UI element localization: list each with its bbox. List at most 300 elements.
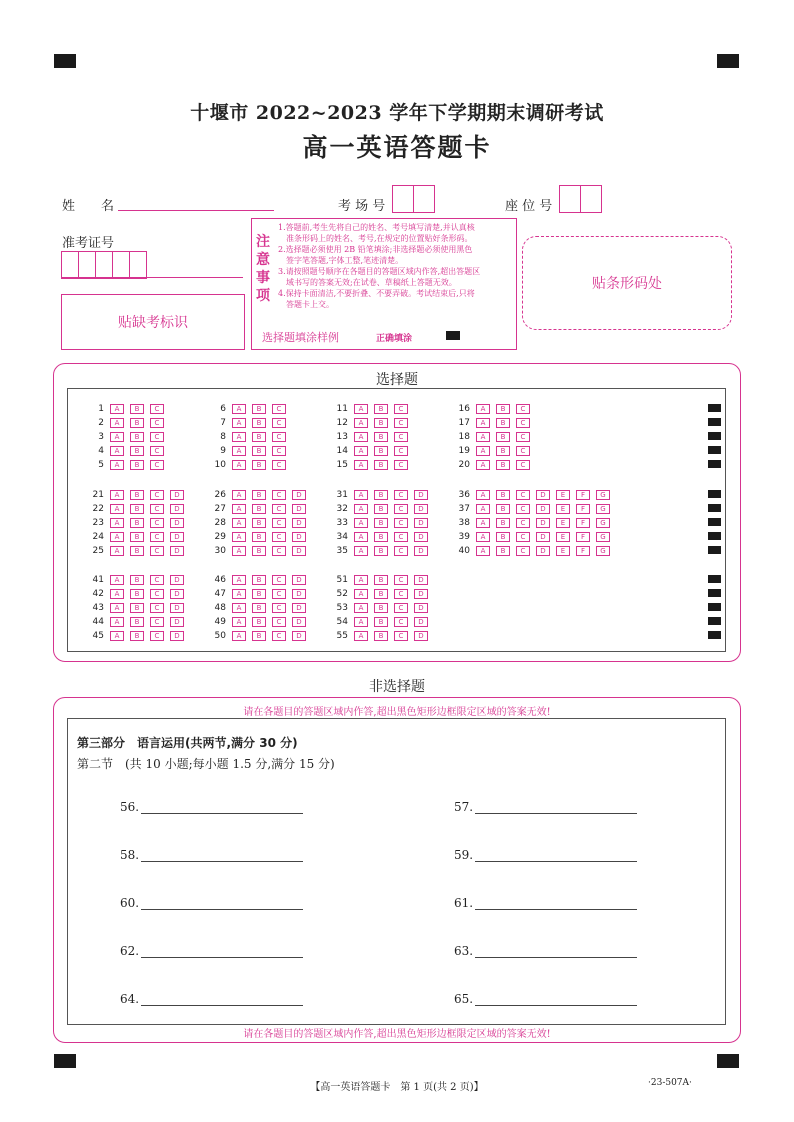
name-label: 姓 名 — [62, 199, 115, 214]
option-bubble-a[interactable]: A — [232, 504, 246, 514]
option-bubble-b[interactable]: B — [252, 418, 266, 428]
option-bubble-c[interactable]: C — [150, 532, 164, 542]
option-bubble-g[interactable]: G — [596, 546, 610, 556]
option-bubble-d[interactable]: D — [292, 532, 306, 542]
option-bubble-b[interactable]: B — [130, 460, 144, 470]
option-bubble-b[interactable]: B — [130, 432, 144, 442]
option-bubble-c[interactable]: C — [150, 603, 164, 613]
option-bubble-a[interactable]: A — [232, 532, 246, 542]
answer-line[interactable] — [454, 848, 637, 862]
option-bubble-b[interactable]: B — [374, 631, 388, 641]
option-bubble-c[interactable]: C — [150, 446, 164, 456]
option-bubble-c[interactable]: C — [516, 446, 530, 456]
option-bubble-d[interactable]: D — [292, 546, 306, 556]
option-bubble-b[interactable]: B — [130, 404, 144, 414]
option-bubble-c[interactable]: C — [272, 575, 286, 585]
notes-item: 域书写的答案无效;在试卷、草稿纸上答题无效。 — [278, 278, 457, 287]
option-bubble-d[interactable]: D — [414, 518, 428, 528]
option-bubble-d[interactable]: D — [414, 617, 428, 627]
question-row — [330, 616, 434, 627]
exam-room-label: 考 场 号 — [338, 199, 386, 214]
option-bubble-a[interactable]: A — [354, 504, 368, 514]
option-bubble-b[interactable]: B — [130, 446, 144, 456]
option-bubble-a[interactable]: A — [232, 518, 246, 528]
option-bubble-b[interactable]: B — [130, 631, 144, 641]
option-bubble-b[interactable]: B — [130, 603, 144, 613]
question-row — [86, 630, 190, 641]
option-bubble-c[interactable]: C — [394, 603, 408, 613]
option-bubble-b[interactable]: B — [496, 446, 510, 456]
option-bubble-b[interactable]: B — [374, 404, 388, 414]
option-bubble-c[interactable]: C — [150, 575, 164, 585]
question-row — [208, 459, 292, 470]
option-bubble-a[interactable]: A — [354, 603, 368, 613]
question-row — [86, 459, 170, 470]
option-bubble-a[interactable]: A — [232, 546, 246, 556]
option-bubble-b[interactable]: B — [496, 490, 510, 500]
question-row — [86, 431, 170, 442]
option-bubble-a[interactable]: A — [110, 460, 124, 470]
question-row — [452, 545, 616, 556]
option-bubble-c[interactable]: C — [394, 546, 408, 556]
option-bubble-b[interactable]: B — [374, 504, 388, 514]
option-bubble-c[interactable]: C — [150, 504, 164, 514]
option-bubble-d[interactable]: D — [536, 518, 550, 528]
name-field[interactable] — [118, 210, 274, 211]
option-bubble-a[interactable]: A — [354, 432, 368, 442]
option-bubble-d[interactable]: D — [292, 603, 306, 613]
option-bubble-d[interactable]: D — [292, 589, 306, 599]
question-number: 4 — [98, 445, 104, 456]
option-bubble-d[interactable]: D — [170, 631, 184, 641]
option-bubble-c[interactable]: C — [150, 518, 164, 528]
option-bubble-c[interactable]: C — [394, 532, 408, 542]
option-bubble-d[interactable]: D — [414, 631, 428, 641]
option-bubble-b[interactable]: B — [374, 575, 388, 585]
option-bubble-g[interactable]: G — [596, 532, 610, 542]
option-bubble-b[interactable]: B — [496, 518, 510, 528]
timing-mark — [708, 631, 721, 639]
option-bubble-c[interactable]: C — [272, 446, 286, 456]
option-bubble-c[interactable]: C — [272, 404, 286, 414]
option-bubble-a[interactable]: A — [476, 504, 490, 514]
question-number: 46 — [214, 574, 226, 585]
option-bubble-a[interactable]: A — [354, 518, 368, 528]
question-row — [208, 517, 312, 528]
option-bubble-a[interactable]: A — [354, 418, 368, 428]
option-bubble-f[interactable]: F — [576, 504, 590, 514]
option-bubble-a[interactable]: A — [476, 432, 490, 442]
option-bubble-c[interactable]: C — [272, 518, 286, 528]
option-bubble-g[interactable]: G — [596, 490, 610, 500]
question-row — [86, 616, 190, 627]
option-bubble-a[interactable]: A — [110, 631, 124, 641]
option-bubble-b[interactable]: B — [374, 518, 388, 528]
question-row — [208, 417, 292, 428]
option-bubble-a[interactable]: A — [476, 418, 490, 428]
question-number: 38 — [458, 517, 470, 528]
question-number: 45 — [92, 630, 104, 641]
option-bubble-a[interactable]: A — [354, 575, 368, 585]
option-bubble-b[interactable]: B — [374, 432, 388, 442]
option-bubble-c[interactable]: C — [394, 404, 408, 414]
option-bubble-d[interactable]: D — [170, 518, 184, 528]
option-bubble-a[interactable]: A — [232, 432, 246, 442]
option-bubble-a[interactable]: A — [354, 631, 368, 641]
option-bubble-b[interactable]: B — [252, 603, 266, 613]
option-bubble-b[interactable]: B — [496, 546, 510, 556]
option-bubble-c[interactable]: C — [150, 546, 164, 556]
option-bubble-c[interactable]: C — [272, 418, 286, 428]
answer-number: 59. — [454, 848, 474, 862]
option-bubble-d[interactable]: D — [292, 631, 306, 641]
option-bubble-b[interactable]: B — [130, 589, 144, 599]
option-bubble-g[interactable]: G — [596, 518, 610, 528]
option-bubble-c[interactable]: C — [272, 617, 286, 627]
option-bubble-c[interactable]: C — [516, 504, 530, 514]
option-bubble-d[interactable]: D — [170, 546, 184, 556]
answer-line[interactable] — [120, 944, 303, 958]
option-bubble-c[interactable]: C — [394, 631, 408, 641]
option-bubble-c[interactable]: C — [272, 589, 286, 599]
answer-line[interactable] — [454, 800, 637, 814]
option-bubble-c[interactable]: C — [272, 460, 286, 470]
option-bubble-c[interactable]: C — [272, 532, 286, 542]
answer-line[interactable] — [120, 992, 303, 1006]
option-bubble-e[interactable]: E — [556, 518, 570, 528]
exam-title: 十堰市 2022~2023 学年下学期期末调研考试 — [190, 102, 604, 124]
question-row — [86, 417, 170, 428]
option-bubble-c[interactable]: C — [516, 460, 530, 470]
option-bubble-a[interactable]: A — [232, 603, 246, 613]
notes-item: 准条形码上的姓名、考号,在规定的位置贴好条形码。 — [278, 234, 473, 243]
notes-item: 答题卡上交。 — [278, 300, 334, 309]
option-bubble-b[interactable]: B — [374, 617, 388, 627]
question-number: 5 — [98, 459, 104, 470]
answer-line[interactable] — [120, 800, 303, 814]
option-bubble-a[interactable]: A — [476, 490, 490, 500]
answer-line[interactable] — [454, 896, 637, 910]
answer-line[interactable] — [120, 848, 303, 862]
notes-item: 签字笔答题,字体工整,笔迹清楚。 — [278, 256, 404, 265]
option-bubble-b[interactable]: B — [374, 446, 388, 456]
option-bubble-c[interactable]: C — [150, 490, 164, 500]
option-bubble-b[interactable]: B — [496, 460, 510, 470]
option-bubble-a[interactable]: A — [110, 490, 124, 500]
question-number: 43 — [92, 602, 104, 613]
option-bubble-b[interactable]: B — [374, 589, 388, 599]
option-bubble-c[interactable]: C — [516, 490, 530, 500]
option-bubble-d[interactable]: D — [170, 532, 184, 542]
option-bubble-d[interactable]: D — [292, 490, 306, 500]
option-bubble-b[interactable]: B — [130, 575, 144, 585]
correct-fill-sample — [446, 331, 460, 340]
option-bubble-d[interactable]: D — [292, 518, 306, 528]
ticket-number-boxes[interactable] — [61, 251, 146, 279]
option-bubble-f[interactable]: F — [576, 546, 590, 556]
option-bubble-b[interactable]: B — [130, 518, 144, 528]
option-bubble-c[interactable]: C — [516, 418, 530, 428]
option-bubble-a[interactable]: A — [110, 418, 124, 428]
question-row — [452, 417, 536, 428]
option-bubble-a[interactable]: A — [232, 446, 246, 456]
option-bubble-d[interactable]: D — [414, 490, 428, 500]
exam-room-boxes[interactable] — [392, 185, 434, 213]
option-bubble-d[interactable]: D — [414, 603, 428, 613]
timing-mark — [708, 589, 721, 597]
option-bubble-a[interactable]: A — [232, 575, 246, 585]
option-bubble-b[interactable]: B — [252, 460, 266, 470]
option-bubble-b[interactable]: B — [496, 504, 510, 514]
option-bubble-d[interactable]: D — [414, 532, 428, 542]
option-bubble-f[interactable]: F — [576, 490, 590, 500]
option-bubble-c[interactable]: C — [150, 589, 164, 599]
option-bubble-b[interactable]: B — [252, 446, 266, 456]
option-bubble-c[interactable]: C — [394, 418, 408, 428]
answer-line[interactable] — [120, 896, 303, 910]
option-bubble-a[interactable]: A — [476, 546, 490, 556]
notes-list — [278, 222, 514, 310]
question-row — [86, 574, 190, 585]
option-bubble-d[interactable]: D — [536, 532, 550, 542]
question-number: 36 — [458, 489, 470, 500]
option-bubble-e[interactable]: E — [556, 490, 570, 500]
option-bubble-a[interactable]: A — [476, 460, 490, 470]
part-title: 第三部分 语言运用(共两节,满分 30 分) — [77, 736, 298, 750]
option-bubble-a[interactable]: A — [354, 460, 368, 470]
question-number: 37 — [458, 503, 470, 514]
option-bubble-a[interactable]: A — [476, 446, 490, 456]
option-bubble-c[interactable]: C — [150, 460, 164, 470]
option-bubble-c[interactable]: C — [272, 603, 286, 613]
option-bubble-d[interactable]: D — [170, 603, 184, 613]
question-number: 20 — [458, 459, 470, 470]
corner-mark-bottom-left — [54, 1054, 76, 1068]
option-bubble-c[interactable]: C — [516, 546, 530, 556]
answer-line[interactable] — [454, 944, 637, 958]
question-number: 2 — [98, 417, 104, 428]
option-bubble-d[interactable]: D — [170, 504, 184, 514]
option-bubble-a[interactable]: A — [476, 404, 490, 414]
option-bubble-c[interactable]: C — [394, 617, 408, 627]
option-bubble-c[interactable]: C — [150, 404, 164, 414]
option-bubble-b[interactable]: B — [130, 546, 144, 556]
option-bubble-a[interactable]: A — [110, 432, 124, 442]
option-bubble-d[interactable]: D — [170, 575, 184, 585]
option-bubble-b[interactable]: B — [374, 546, 388, 556]
option-bubble-c[interactable]: C — [394, 446, 408, 456]
option-bubble-b[interactable]: B — [252, 575, 266, 585]
option-bubble-c[interactable]: C — [150, 617, 164, 627]
option-bubble-b[interactable]: B — [252, 589, 266, 599]
option-bubble-b[interactable]: B — [374, 490, 388, 500]
ticket-number-label: 准考证号 — [62, 236, 115, 251]
option-bubble-a[interactable]: A — [354, 404, 368, 414]
option-bubble-a[interactable]: A — [476, 518, 490, 528]
option-bubble-f[interactable]: F — [576, 518, 590, 528]
question-number: 9 — [220, 445, 226, 456]
option-bubble-a[interactable]: A — [232, 589, 246, 599]
option-bubble-b[interactable]: B — [252, 617, 266, 627]
option-bubble-b[interactable]: B — [252, 631, 266, 641]
page-footer: 【高一英语答题卡 第 1 页(共 2 页)】 — [310, 1082, 484, 1093]
option-bubble-c[interactable]: C — [394, 460, 408, 470]
option-bubble-d[interactable]: D — [414, 589, 428, 599]
option-bubble-b[interactable]: B — [130, 504, 144, 514]
option-bubble-a[interactable]: A — [110, 518, 124, 528]
option-bubble-c[interactable]: C — [394, 589, 408, 599]
option-bubble-a[interactable]: A — [110, 532, 124, 542]
option-bubble-a[interactable]: A — [232, 617, 246, 627]
option-bubble-d[interactable]: D — [170, 589, 184, 599]
option-bubble-a[interactable]: A — [110, 404, 124, 414]
option-bubble-d[interactable]: D — [292, 504, 306, 514]
question-number: 3 — [98, 431, 104, 442]
option-bubble-b[interactable]: B — [496, 432, 510, 442]
option-bubble-b[interactable]: B — [496, 532, 510, 542]
option-bubble-c[interactable]: C — [150, 418, 164, 428]
option-bubble-a[interactable]: A — [110, 589, 124, 599]
question-row — [208, 431, 292, 442]
option-bubble-a[interactable]: A — [232, 631, 246, 641]
option-bubble-a[interactable]: A — [476, 532, 490, 542]
option-bubble-e[interactable]: E — [556, 532, 570, 542]
option-bubble-d[interactable]: D — [414, 575, 428, 585]
option-bubble-a[interactable]: A — [354, 617, 368, 627]
option-bubble-c[interactable]: C — [516, 532, 530, 542]
question-number: 40 — [458, 545, 470, 556]
option-bubble-b[interactable]: B — [130, 418, 144, 428]
sheet-title: 高一英语答题卡 — [302, 133, 492, 162]
option-bubble-b[interactable]: B — [374, 603, 388, 613]
option-bubble-c[interactable]: C — [272, 490, 286, 500]
option-bubble-d[interactable]: D — [414, 504, 428, 514]
option-bubble-c[interactable]: C — [272, 546, 286, 556]
option-bubble-d[interactable]: D — [170, 490, 184, 500]
option-bubble-g[interactable]: G — [596, 504, 610, 514]
option-bubble-a[interactable]: A — [110, 575, 124, 585]
option-bubble-a[interactable]: A — [232, 404, 246, 414]
option-bubble-c[interactable]: C — [272, 631, 286, 641]
question-row — [330, 630, 434, 641]
seat-label: 座 位 号 — [505, 199, 553, 214]
option-bubble-b[interactable]: B — [496, 418, 510, 428]
option-bubble-d[interactable]: D — [292, 617, 306, 627]
option-bubble-c[interactable]: C — [394, 432, 408, 442]
question-number: 51 — [336, 574, 348, 585]
question-number: 34 — [336, 531, 348, 542]
question-row — [208, 503, 312, 514]
option-bubble-a[interactable]: A — [110, 617, 124, 627]
seat-boxes[interactable] — [559, 185, 601, 213]
question-row — [452, 431, 536, 442]
option-bubble-a[interactable]: A — [110, 504, 124, 514]
option-bubble-d[interactable]: D — [536, 490, 550, 500]
option-bubble-e[interactable]: E — [556, 504, 570, 514]
question-row — [86, 588, 190, 599]
option-bubble-b[interactable]: B — [252, 504, 266, 514]
option-bubble-d[interactable]: D — [536, 504, 550, 514]
timing-mark — [708, 446, 721, 454]
option-bubble-c[interactable]: C — [516, 432, 530, 442]
option-bubble-b[interactable]: B — [374, 418, 388, 428]
question-row — [86, 531, 190, 542]
option-bubble-c[interactable]: C — [516, 518, 530, 528]
option-bubble-d[interactable]: D — [292, 575, 306, 585]
question-row — [330, 459, 414, 470]
question-row — [330, 417, 414, 428]
option-bubble-c[interactable]: C — [394, 504, 408, 514]
option-bubble-b[interactable]: B — [252, 404, 266, 414]
option-bubble-b[interactable]: B — [252, 490, 266, 500]
option-bubble-d[interactable]: D — [170, 617, 184, 627]
option-bubble-a[interactable]: A — [110, 546, 124, 556]
question-number: 15 — [336, 459, 348, 470]
option-bubble-a[interactable]: A — [354, 546, 368, 556]
option-bubble-a[interactable]: A — [354, 446, 368, 456]
option-bubble-a[interactable]: A — [110, 446, 124, 456]
option-bubble-a[interactable]: A — [232, 460, 246, 470]
option-bubble-d[interactable]: D — [414, 546, 428, 556]
option-bubble-d[interactable]: D — [536, 546, 550, 556]
absent-sticker-label: 贴缺考标识 — [118, 315, 188, 331]
timing-mark — [708, 617, 721, 625]
option-bubble-b[interactable]: B — [130, 490, 144, 500]
option-bubble-a[interactable]: A — [354, 532, 368, 542]
question-number: 55 — [336, 630, 348, 641]
question-row — [452, 459, 536, 470]
option-bubble-c[interactable]: C — [516, 404, 530, 414]
option-bubble-c[interactable]: C — [150, 631, 164, 641]
question-row — [86, 445, 170, 456]
option-bubble-b[interactable]: B — [374, 532, 388, 542]
option-bubble-b[interactable]: B — [252, 518, 266, 528]
question-row — [330, 574, 434, 585]
question-row — [208, 531, 312, 542]
question-row — [330, 489, 434, 500]
option-bubble-b[interactable]: B — [252, 432, 266, 442]
answer-line[interactable] — [454, 992, 637, 1006]
option-bubble-c[interactable]: C — [394, 575, 408, 585]
option-bubble-b[interactable]: B — [130, 532, 144, 542]
option-bubble-b[interactable]: B — [252, 532, 266, 542]
question-number: 14 — [336, 445, 348, 456]
answer-number: 58. — [120, 848, 140, 862]
part-subtitle: 第二节 (共 10 小题;每小题 1.5 分,满分 15 分) — [77, 757, 335, 771]
option-bubble-f[interactable]: F — [576, 532, 590, 542]
option-bubble-a[interactable]: A — [232, 418, 246, 428]
question-number: 44 — [92, 616, 104, 627]
timing-mark — [708, 504, 721, 512]
option-bubble-a[interactable]: A — [354, 589, 368, 599]
option-bubble-e[interactable]: E — [556, 546, 570, 556]
option-bubble-b[interactable]: B — [374, 460, 388, 470]
option-bubble-a[interactable]: A — [232, 490, 246, 500]
option-bubble-c[interactable]: C — [272, 432, 286, 442]
option-bubble-c[interactable]: C — [394, 490, 408, 500]
option-bubble-b[interactable]: B — [252, 546, 266, 556]
option-bubble-a[interactable]: A — [110, 603, 124, 613]
option-bubble-c[interactable]: C — [394, 518, 408, 528]
option-bubble-c[interactable]: C — [150, 432, 164, 442]
timing-mark — [708, 532, 721, 540]
option-bubble-a[interactable]: A — [354, 490, 368, 500]
option-bubble-b[interactable]: B — [130, 617, 144, 627]
question-number: 27 — [214, 503, 226, 514]
option-bubble-c[interactable]: C — [272, 504, 286, 514]
question-row — [208, 489, 312, 500]
option-bubble-b[interactable]: B — [496, 404, 510, 414]
